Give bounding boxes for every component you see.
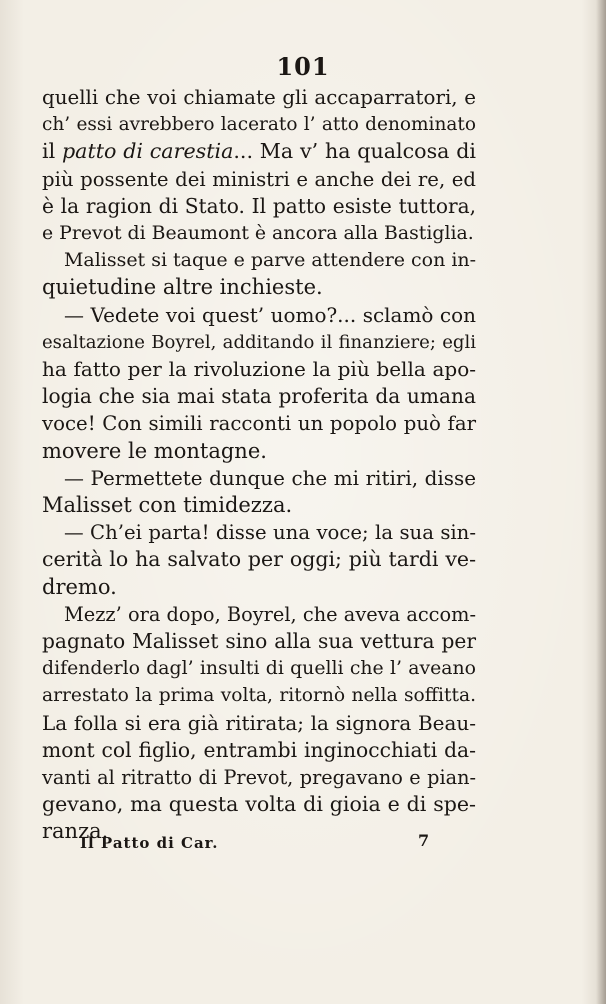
text-line: quietudine altre inchieste. xyxy=(42,275,323,300)
text-line: esaltazione Boyrel, additando il finanziere; egli xyxy=(42,331,476,353)
text-line: è la ragion di Stato. Il patto esiste tuttora, xyxy=(42,193,476,218)
text-line: ch’ essi avrebbero lacerato l’ atto denominato xyxy=(42,114,476,136)
page-number: 101 xyxy=(276,52,330,81)
text-line: movere le montagne. xyxy=(42,438,267,463)
text-line: difenderlo dagl’ insulti di quelli che l’ aveano xyxy=(42,658,476,680)
text-line: Malisset si taque e parve attendere con in- xyxy=(64,249,477,272)
italic-phrase: patto di carestia xyxy=(61,139,234,164)
text-line: pagnato Malisset sino alla sua vettura per xyxy=(42,629,476,654)
text-line: dremo. xyxy=(42,574,117,599)
text-line: vanti al ritratto di Prevot, pregavano e pian- xyxy=(42,766,476,790)
text-line: Mezz’ ora dopo, Boyrel, che aveva accom- xyxy=(64,602,476,626)
text-line: arrestato la prima volta, ritornò nella soffitta. xyxy=(42,685,476,707)
text-line: — Permettete dunque che mi ritiri, disse xyxy=(64,466,476,490)
text-line: gevano, ma questa volta di gioia e di spe- xyxy=(42,792,476,817)
text-line: più possente dei ministri e anche dei re, ed xyxy=(42,167,476,191)
text-line: cerità lo ha salvato per oggi; più tardi ve- xyxy=(42,547,476,572)
text-line: logia che sia mai stata proferita da umana xyxy=(42,384,476,409)
text-line: mont col figlio, entrambi inginocchiati da- xyxy=(42,737,476,762)
text-line: ranza. xyxy=(42,819,109,844)
signature-mark: 7 xyxy=(418,831,430,850)
text-line: il patto di carestia... Ma v’ ha qualcosa di xyxy=(42,139,476,164)
text-line: ha fatto per la rivoluzione la più bella apo- xyxy=(42,357,476,382)
text-line: voce! Con simili racconti un popolo può far xyxy=(42,412,476,436)
body-text xyxy=(42,84,476,846)
text-line: — Ch’ei parta! disse una voce; la sua sin- xyxy=(64,521,476,545)
running-footer: Il Patto di Car. xyxy=(80,834,219,852)
text-line: quelli che voi chiamate gli accaparratori, e xyxy=(42,86,476,109)
text-line: La folla si era già ritirata; la signora Beau- xyxy=(42,710,476,735)
text-line: Malisset con timidezza. xyxy=(42,493,293,518)
text-line: e Prevot di Beaumont è ancora alla Bastiglia. xyxy=(42,223,474,245)
text-line: — Vedete voi quest’ uomo?... sclamò con xyxy=(64,302,476,327)
page-edge-shadow xyxy=(596,0,606,1004)
